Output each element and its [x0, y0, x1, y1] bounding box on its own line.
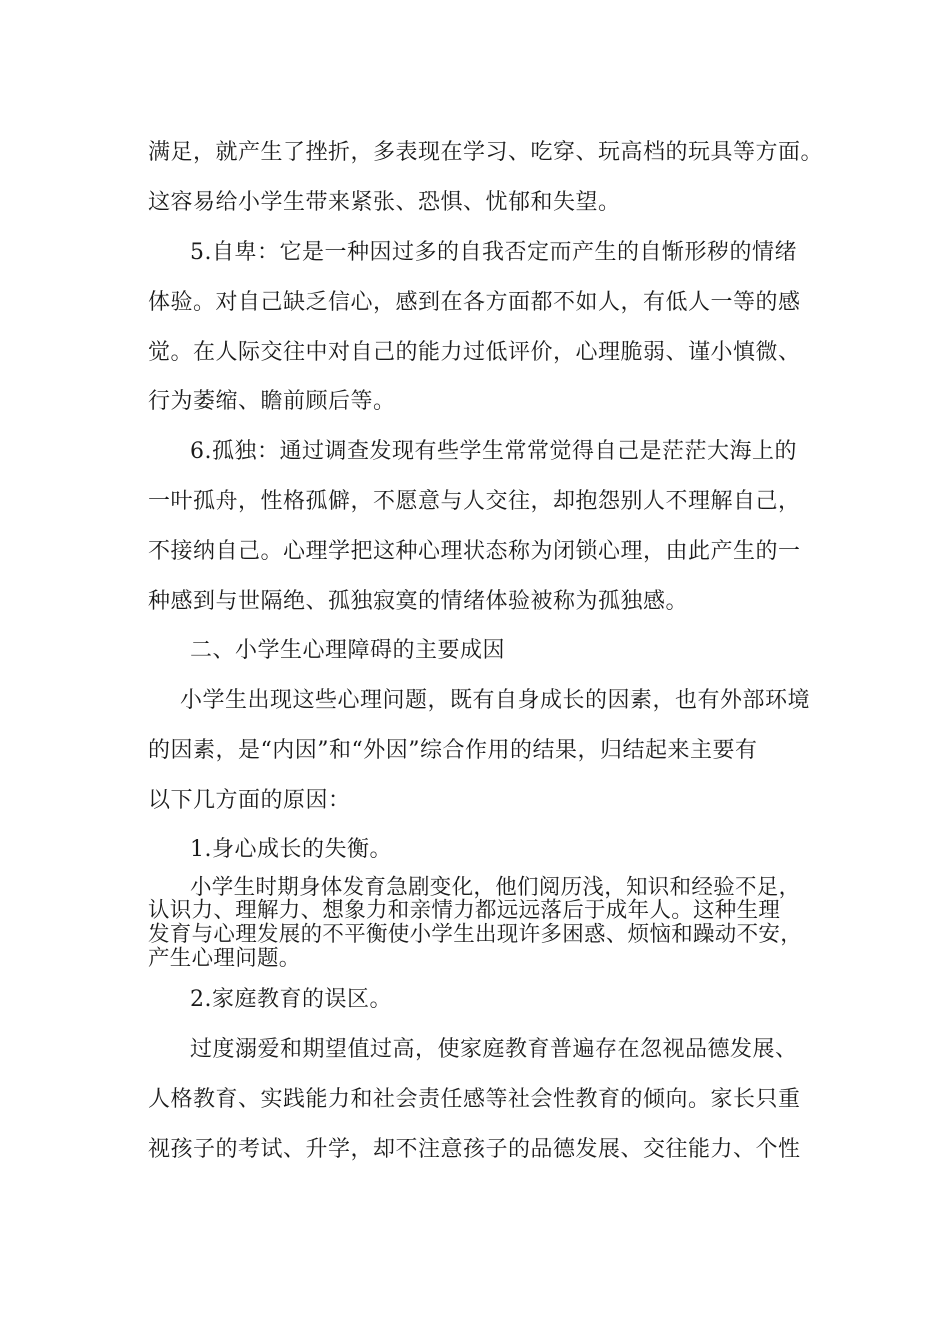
body-text-line: 人格教育、实践能力和社会责任感等社会性教育的倾向。家长只重: [148, 1087, 801, 1112]
subsection-heading: 2.家庭教育的误区。: [190, 987, 392, 1012]
body-text-line: 视孩子的考试、升学，却不注意孩子的品德发展、交往能力、个性: [148, 1137, 801, 1162]
body-text-line: 产生心理问题。: [148, 946, 301, 971]
body-text-line: 一叶孤舟，性格孤僻，不愿意与人交往，却抱怨别人不理解自己，: [148, 489, 801, 514]
body-text-line: 满足，就产生了挫折，多表现在学习、吃穿、玩高档的玩具等方面。: [148, 140, 824, 165]
body-text-line: 种感到与世隔绝、孤独寂寞的情绪体验被称为孤独感。: [148, 589, 689, 614]
body-text-line: 觉。在人际交往中对自己的能力过低评价，心理脆弱、谨小慎微、: [148, 340, 801, 365]
body-text-line: 这容易给小学生带来紧张、恐惧、忧郁和失望。: [148, 190, 621, 215]
subsection-heading: 1.身心成长的失衡。: [190, 837, 392, 862]
body-text-line: 的因素，是“内因”和“外因”综合作用的结果，归结起来主要有: [148, 738, 758, 763]
body-text-line: 发育与心理发展的不平衡使小学生出现许多困惑、烦恼和躁动不安，: [148, 922, 803, 947]
body-text-line: 行为萎缩、瞻前顾后等。: [148, 389, 396, 414]
body-text-line: 体验。对自己缺乏信心，感到在各方面都不如人，有低人一等的感: [148, 290, 801, 315]
body-text-line: 以下几方面的原因：: [148, 788, 351, 813]
list-item-heading: 6.孤独：通过调查发现有些学生常常觉得自己是茫茫大海上的: [190, 439, 797, 464]
body-text-line: 认识力、理解力、想象力和亲情力都远远落后于成年人。这种生理: [148, 898, 781, 923]
section-heading: 二、小学生心理障碍的主要成因: [190, 638, 506, 663]
body-text-line: 不接纳自己。心理学把这种心理状态称为闭锁心理，由此产生的一: [148, 539, 801, 564]
body-text-line: 小学生出现这些心理问题，既有自身成长的因素，也有外部环境: [180, 688, 811, 713]
body-text-line: 小学生时期身体发育急剧变化，他们阅历浅，知识和经验不足，: [190, 875, 801, 900]
list-item-heading: 5.自卑：它是一种因过多的自我否定而产生的自惭形秽的情绪: [190, 240, 797, 265]
body-text-line: 过度溺爱和期望值过高，使家庭教育普遍存在忽视品德发展、: [190, 1037, 798, 1062]
